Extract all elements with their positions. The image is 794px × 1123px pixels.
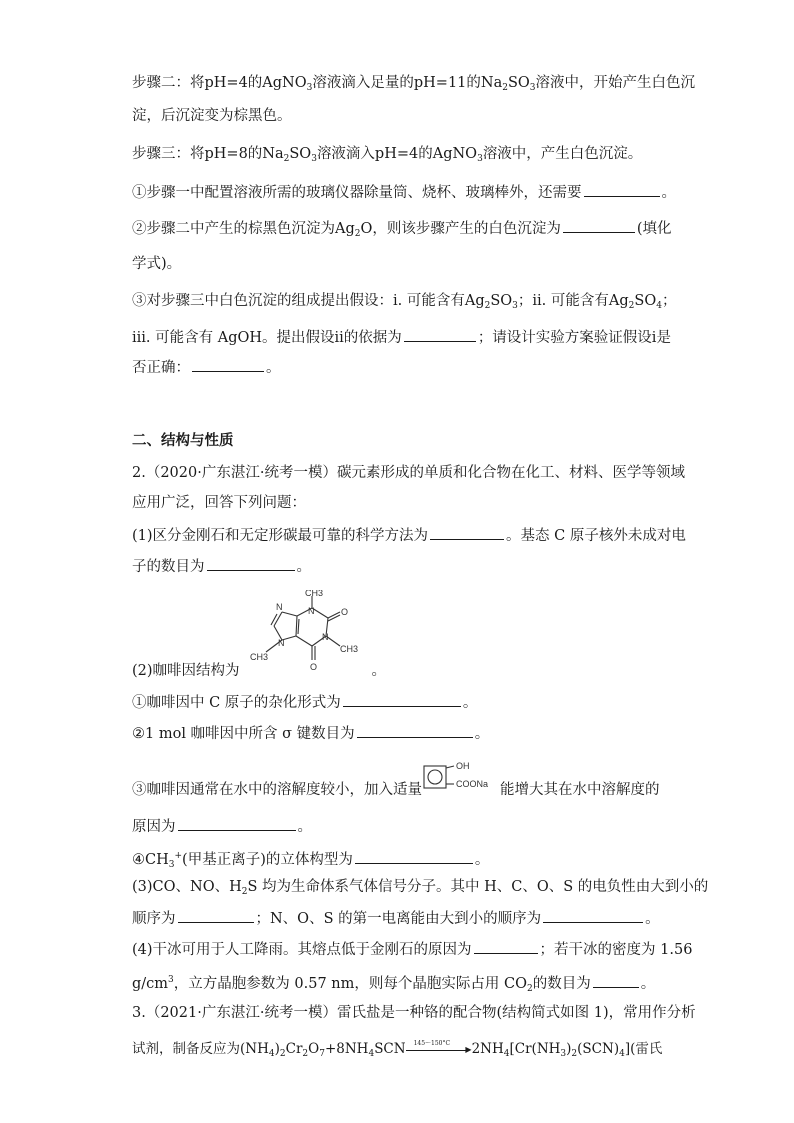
nitrogen-label: N: [278, 638, 285, 648]
answer-blank[interactable]: [178, 908, 254, 923]
problem-3-line1: 3.（2021·广东湛江·统考一模）雷氏盐是一种铬的配合物(结构简式如图 1)，常用作分析: [132, 1005, 696, 1021]
nitrogen-label: N: [308, 606, 315, 616]
problem-2-part3-line1: (3)CO、NO、$H_2S$ 均为生命体系气体信号分子。其中 H、C、O、S 的电负性由大到小的: [132, 879, 709, 897]
methyl-label: CH3: [340, 644, 359, 654]
problem-2-part3-line2: 顺序为 ；N、O、S 的第一电离能由大到小的顺序为 。: [132, 908, 667, 929]
problem-2-c4: $④CH_3^+$(甲基正离子)的立体构型为 。: [132, 851, 490, 870]
answer-blank[interactable]: [543, 908, 643, 923]
problem-2-part1-line2: 子的数目为 。: [132, 556, 667, 577]
answer-blank[interactable]: [430, 525, 504, 540]
step2-line2: 淀，后沉淀变为棕黑色。: [132, 108, 292, 124]
step2-line1: 步骤二：将pH=4的AgNO$_3$溶液滴入足量的pH=11的$Na_2SO_3$溶液中，开始产生白色沉: [132, 75, 696, 93]
section-heading: 二、结构与性质: [132, 433, 234, 449]
answer-blank[interactable]: [357, 723, 473, 738]
question-3-line3: 否正确： 。: [132, 357, 667, 378]
answer-blank[interactable]: [404, 327, 476, 342]
question-1: ①步骤一中配置溶液所需的玻璃仪器除量筒、烧杯、玻璃棒外，还需要 。: [132, 182, 667, 203]
answer-blank[interactable]: [192, 357, 264, 372]
problem-2-line1: 2.（2020·广东湛江·统考一模）碳元素形成的单质和化合物在化工、材料、医学等领域: [132, 465, 685, 481]
carboxylate-label: COONa: [456, 779, 489, 789]
problem-2-part4-line1: (4)干冰可用于人工降雨。其熔点低于金刚石的原因为 ；若干冰的密度为 1.56: [132, 939, 667, 960]
methyl-label: CH3: [250, 652, 269, 662]
question-2-line2: 学式)。: [132, 256, 182, 272]
step3-line: 步骤三：将pH=8的$Na_2SO_3$溶液滴入pH=4的AgNO$_3$溶液中，产生白色沉淀。: [132, 146, 643, 164]
answer-blank[interactable]: [343, 692, 461, 707]
question-2-line1: ②步骤二中产生的棕黑色沉淀为$Ag_2O$，则该步骤产生的白色沉淀为 (填化: [132, 218, 667, 244]
problem-2-c3-line2: 原因为 。: [132, 816, 667, 837]
answer-blank[interactable]: [474, 939, 538, 954]
answer-blank[interactable]: [178, 816, 296, 831]
problem-2-c1: ①咖啡因中 C 原子的杂化形式为 。: [132, 692, 667, 713]
methyl-label: CH3: [305, 590, 324, 598]
problem-2-part2: (2)咖啡因结构为 。: [132, 663, 387, 679]
problem-2-c3-line1: ③咖啡因通常在水中的溶解度较小，加入适量 能增大其在水中溶解度的: [132, 782, 660, 798]
question-3-line1: ③对步骤三中白色沉淀的组成提出假设：ⅰ. 可能含有$Ag_2SO_3$；ⅱ. 可能含有$Ag_2SO_4$；: [132, 293, 677, 311]
hydroxyl-label: OH: [456, 761, 470, 771]
carbonyl-oxygen-label: O: [310, 662, 318, 672]
problem-2-c2: ②1 mol 咖啡因中所含 σ 键数目为 。: [132, 723, 667, 744]
problem-2-part1-line1: (1)区分金刚石和无定形碳最可靠的科学方法为 。基态 C 原子核外未成对电: [132, 525, 667, 546]
question-3-line2: ⅲ. 可能含有 AgOH。提出假设ⅱ的依据为 ；请设计实验方案验证假设ⅰ是: [132, 327, 667, 348]
nitrogen-label: N: [322, 632, 329, 642]
reaction-arrow: 145～150°C ▶: [406, 1043, 472, 1057]
answer-blank[interactable]: [584, 182, 660, 197]
problem-2-line2: 应用广泛，回答下列问题：: [132, 495, 306, 511]
carbonyl-oxygen-label: O: [341, 607, 349, 617]
answer-blank[interactable]: [207, 556, 295, 571]
answer-blank[interactable]: [563, 218, 635, 233]
problem-2-part4-line2: $g/cm^3$，立方晶胞参数为 0.57 nm，则每个晶胞实际占用 $CO_2$的数目为 。: [132, 975, 656, 994]
problem-3-line2: 试剂，制备反应为$(NH_4)_2Cr_2O_7+8NH_4SCN$ 145～150°C ▶ $2NH_4[Cr(NH_3)_2(SCN)_4]$(雷氏: [132, 1039, 663, 1059]
answer-blank[interactable]: [355, 849, 473, 864]
nitrogen-label: N: [276, 602, 283, 612]
answer-blank[interactable]: [593, 973, 639, 988]
